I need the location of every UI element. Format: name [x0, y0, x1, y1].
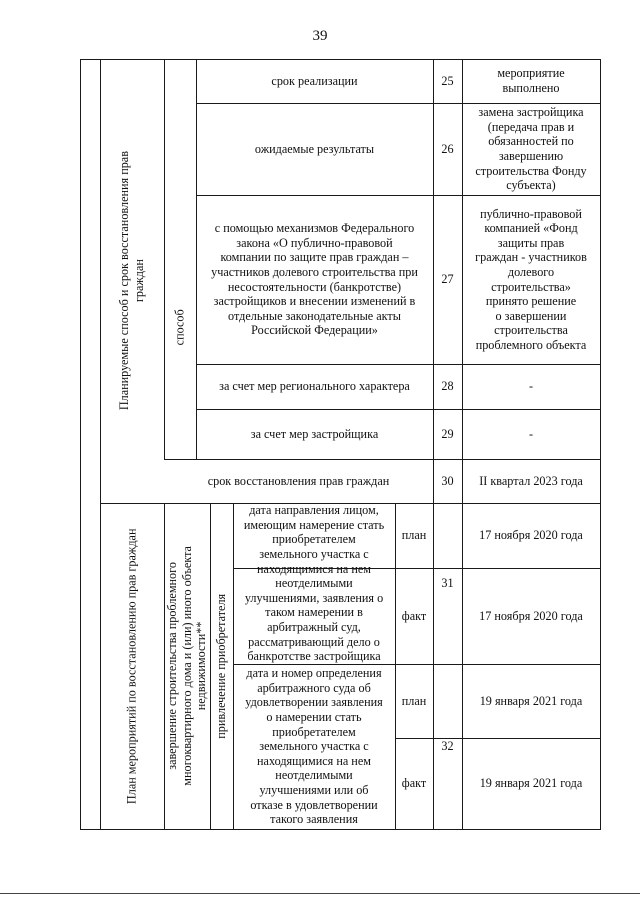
- text-line: участников долевого строительства при: [211, 264, 418, 279]
- text-line: неотделимыми: [275, 768, 353, 783]
- text-line: проблемного объекта: [475, 337, 587, 352]
- table-border-left: [80, 59, 81, 830]
- row-28-label: за счет мер регионального характера: [219, 379, 410, 394]
- text-line: отказе в удовлетворении: [250, 797, 378, 812]
- item-32-number: 32: [441, 739, 454, 754]
- item-32-plan-value: 19 января 2021 года: [479, 693, 583, 708]
- item-32-fact-label: факт: [401, 776, 427, 791]
- row-27-value: [462, 195, 600, 364]
- row-26-value: [462, 103, 600, 195]
- text-line: принято решение: [485, 294, 577, 309]
- text-line: имеющим намерение стать: [243, 517, 385, 532]
- page-number: 39: [312, 28, 328, 44]
- text-line: защиты прав: [497, 235, 565, 250]
- row-28-value: -: [528, 379, 534, 394]
- text-line: такого заявления: [270, 812, 358, 827]
- row-26-label: ожидаемые результаты: [254, 141, 375, 156]
- table-border-right: [600, 59, 601, 830]
- table-border-bottom: [80, 829, 601, 830]
- row-28-number: 28: [441, 379, 454, 394]
- row-25-label: срок реализации: [271, 73, 358, 88]
- rights-section-title: Планируемые способ и срок восстановления прав граждан: [117, 151, 147, 411]
- text-line: Российской Федерации»: [251, 323, 378, 338]
- text-line: банкротстве застройщика: [247, 649, 381, 664]
- text-line: публично-правовой: [480, 206, 582, 221]
- text-line: субъекта): [506, 178, 556, 193]
- row-30-value: II квартал 2023 года: [479, 473, 583, 488]
- page-bottom-rule: [0, 893, 640, 894]
- text-line: неотделимыми: [275, 576, 353, 591]
- item-31-plan-value: 17 ноября 2020 года: [479, 528, 583, 543]
- text-line: долевого: [507, 264, 555, 279]
- text-line: таком намерении в: [265, 605, 363, 620]
- text-line: завершению: [498, 149, 564, 163]
- item-31-description: [233, 503, 395, 664]
- text-line: о намерении стать: [266, 710, 362, 725]
- text-line: замена застройщика: [478, 105, 584, 120]
- text-line: обязанностей по: [488, 134, 574, 149]
- plan-subsubtitle: привлечение приобретателя: [214, 593, 229, 739]
- text-line: строительства: [494, 323, 568, 338]
- text-line: приобретателем: [272, 532, 356, 547]
- text-line: (передача прав и: [487, 119, 575, 134]
- text-line: компании по защите прав граждан –: [220, 250, 409, 265]
- item-32-plan-label: план: [401, 693, 427, 708]
- text-line: арбитражного суда об: [257, 680, 371, 695]
- text-line: компанией «Фонд: [484, 221, 578, 236]
- plan-section-title: План мероприятий по восстановлению прав граждан: [124, 528, 139, 804]
- row-30-number: 30: [441, 473, 454, 488]
- text-line: дата направления лицом,: [249, 503, 379, 518]
- text-line: улучшениями, заявления о: [244, 590, 384, 605]
- text-line: о завершении: [495, 308, 567, 323]
- text-line: мероприятие: [497, 66, 565, 81]
- text-line: земельного участка с: [259, 739, 369, 754]
- method-label: способ: [172, 308, 187, 346]
- row-27-number: 27: [441, 272, 454, 287]
- text-line: рассматривающий дело о: [248, 634, 380, 649]
- text-line: несостоятельности (банкротстве): [227, 279, 402, 294]
- item-32-fact-value: 19 января 2021 года: [479, 776, 583, 791]
- text-line: с помощью механизмов Федерального: [214, 221, 415, 236]
- text-line: застройщиков и внесении изменений в: [213, 294, 416, 309]
- item-32-description: [233, 664, 395, 829]
- text-line: земельного участка с: [259, 547, 369, 562]
- item-31-number: 31: [441, 576, 454, 591]
- row-29-value: -: [528, 426, 534, 441]
- row-26-number: 26: [441, 141, 454, 156]
- text-line: выполнено: [502, 81, 560, 95]
- row-25-value: [462, 59, 600, 103]
- text-line: арбитражный суд,: [267, 619, 361, 634]
- text-line: строительства»: [491, 279, 571, 294]
- row-29-label: за счет мер застройщика: [250, 426, 379, 441]
- text-line: находящимися на нем: [257, 753, 371, 768]
- text-line: удовлетворении заявления: [245, 695, 383, 710]
- text-line: улучшениями или об: [259, 782, 369, 797]
- plan-subtitle: завершение строительства проблемного многоквартирного дома и (или) иного объекта недвижимости**: [165, 546, 209, 786]
- row-29-number: 29: [441, 426, 454, 441]
- text-line: дата и номер определения: [246, 666, 382, 681]
- row-27-label: [196, 195, 433, 364]
- text-line: строительства Фонду: [475, 163, 587, 178]
- text-line: закона «О публично-правовой: [236, 235, 393, 250]
- row-25-number: 25: [441, 73, 454, 88]
- text-line: отдельные законодательные акты: [228, 308, 401, 323]
- text-line: находящимися на нем: [257, 561, 371, 576]
- item-31-fact-value: 17 ноября 2020 года: [479, 608, 583, 623]
- text-line: граждан - участников: [475, 250, 587, 265]
- item-31-fact-label: факт: [401, 608, 427, 623]
- item-31-plan-label: план: [401, 528, 427, 543]
- row-30-label: срок восстановления прав граждан: [207, 473, 390, 488]
- text-line: приобретателем: [272, 724, 356, 739]
